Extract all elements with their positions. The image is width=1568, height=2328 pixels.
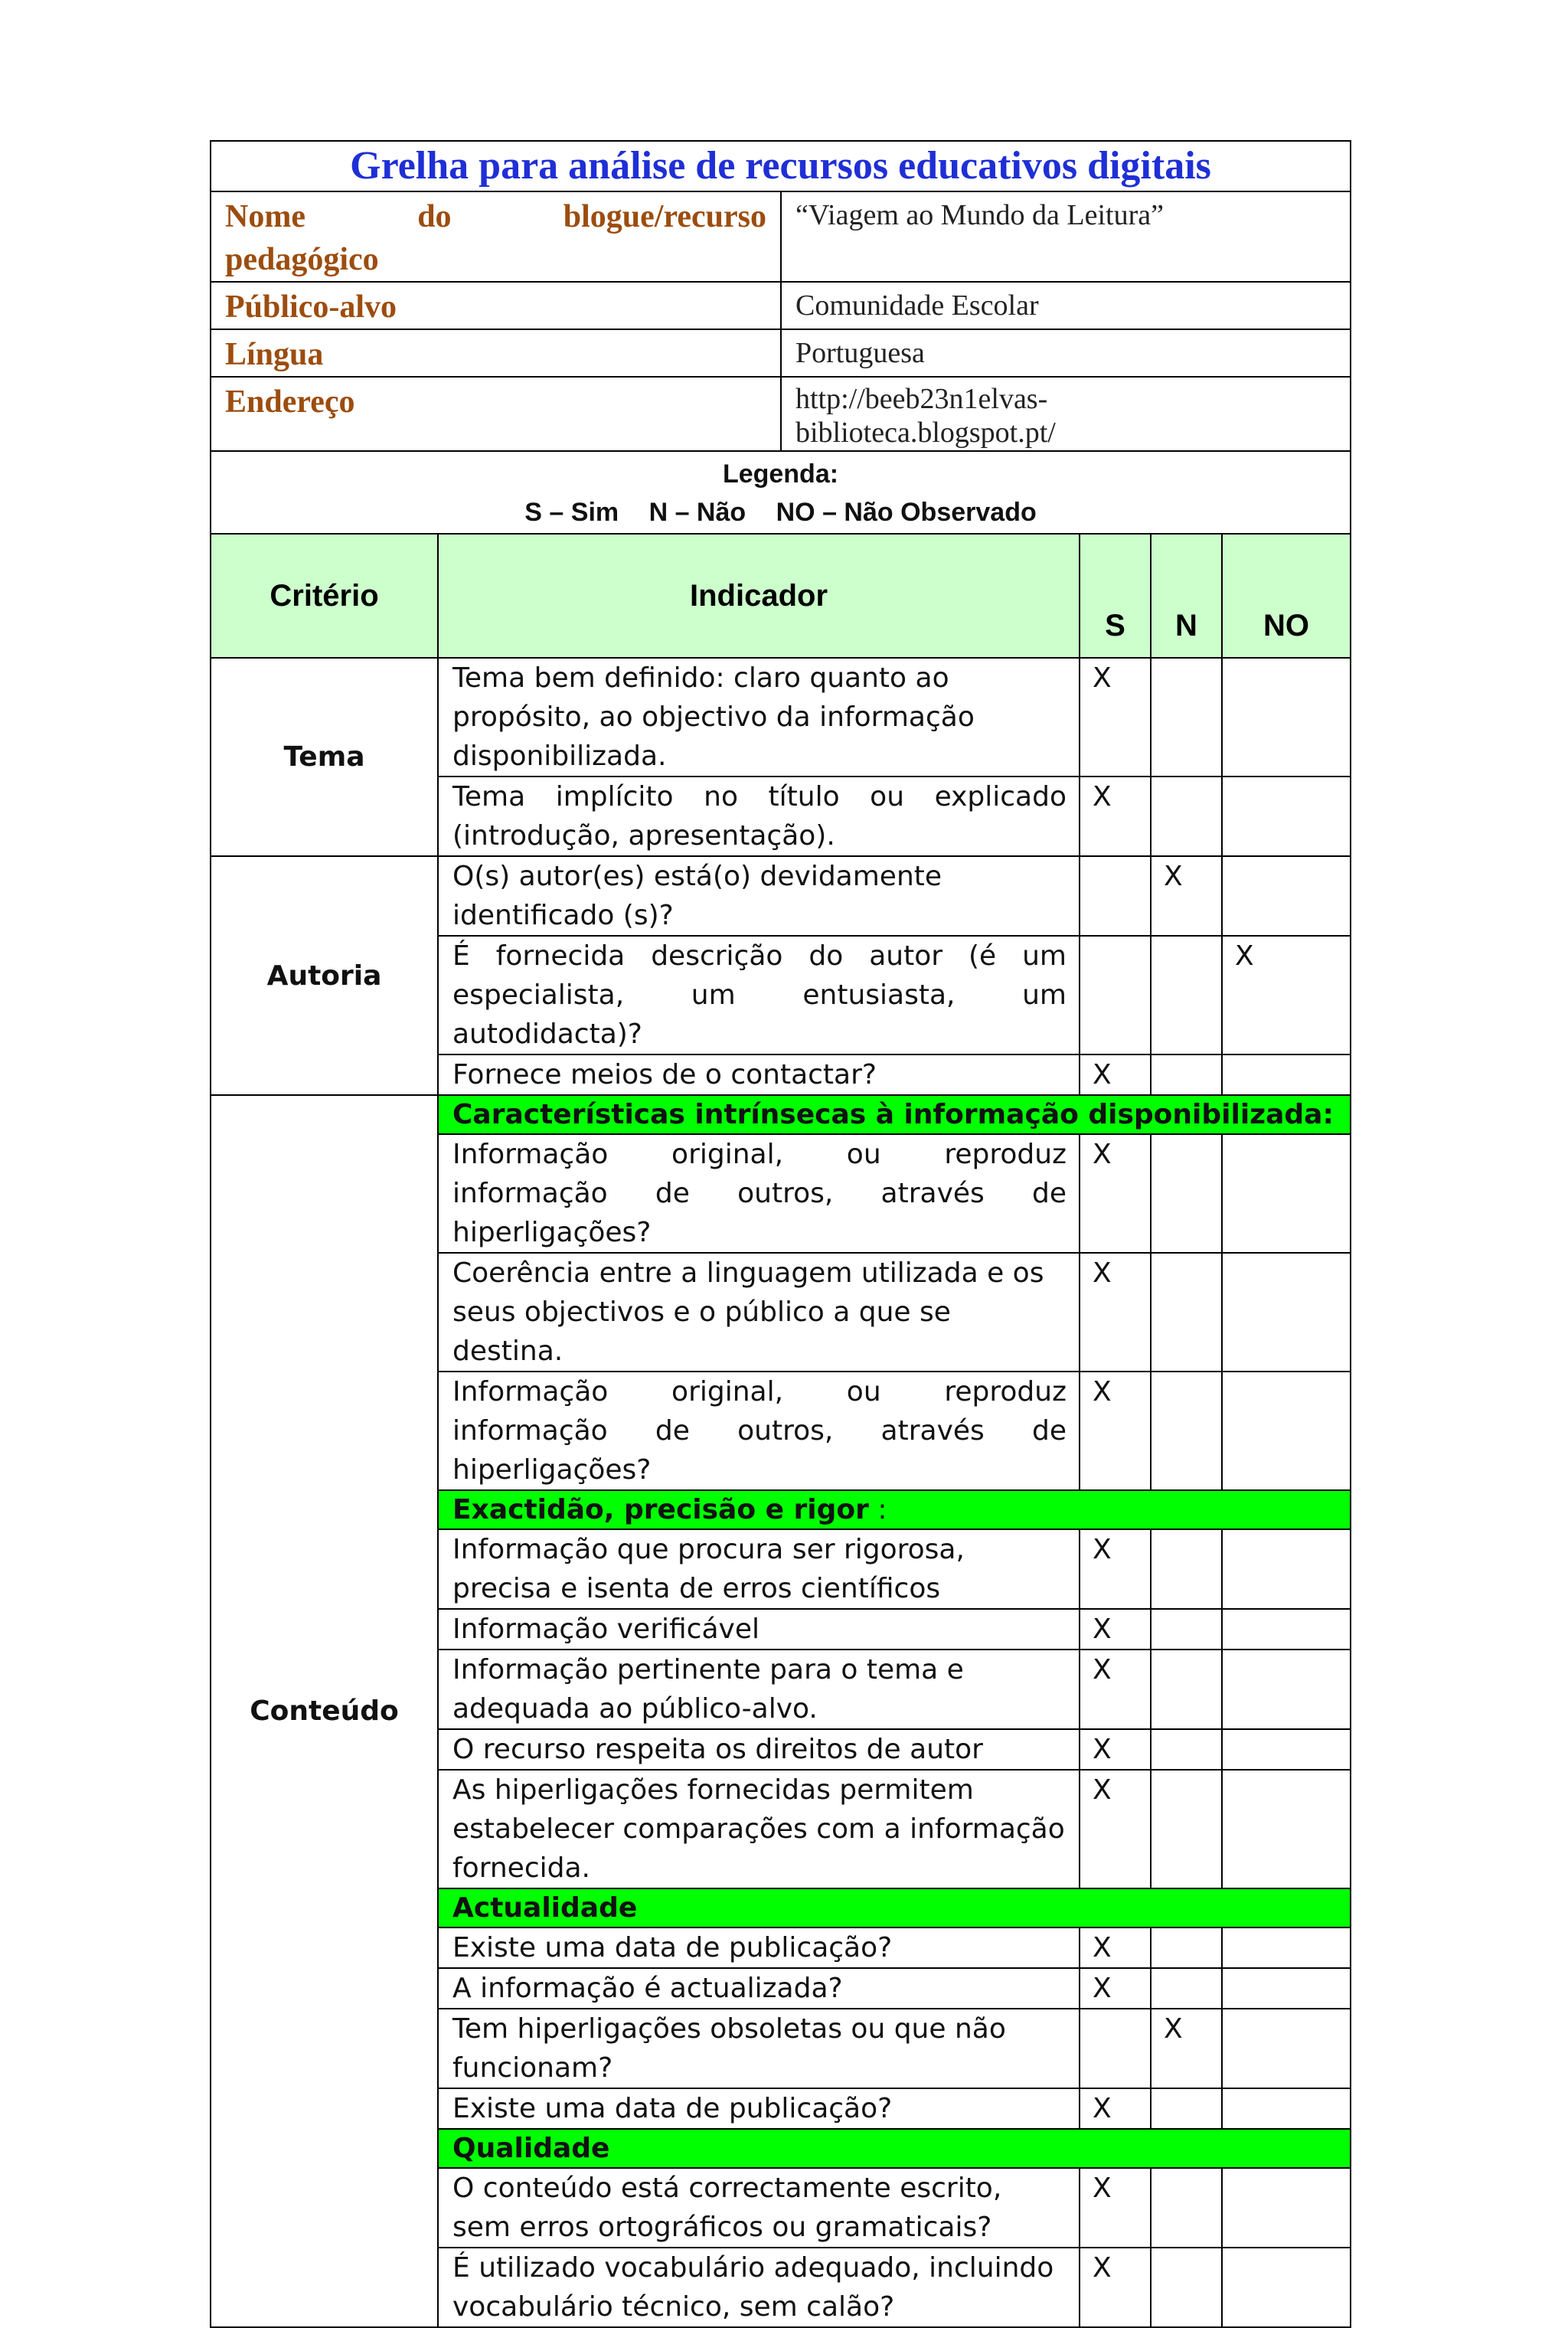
mark-cell-no <box>1222 777 1351 856</box>
indicator-text: Informação pertinente para o tema e adequada ao público-alvo. <box>438 1650 1080 1729</box>
mark-cell-no <box>1222 1253 1351 1372</box>
indicator-text: É utilizado vocabulário adequado, incluindo vocabulário técnico, sem calão? <box>438 2248 1080 2327</box>
indicator-text: O conteúdo está correctamente escrito, sem erros ortográficos ou gramaticais? <box>438 2168 1080 2248</box>
mark-cell-no <box>1222 1968 1351 2009</box>
address-label: Endereço <box>211 377 781 451</box>
indicator-text: O recurso respeita os direitos de autor <box>438 1729 1080 1770</box>
mark-cell-no <box>1222 1609 1351 1650</box>
mark-cell-no <box>1222 2168 1351 2248</box>
mark-cell-n <box>1151 936 1222 1054</box>
mark-cell-n <box>1151 2168 1222 2248</box>
indicator-text: Informação verificável <box>438 1609 1080 1650</box>
mark-cell-s: X <box>1080 1927 1151 1968</box>
indicator-text: Tema implícito no título ou explicado (introdução, apresentação). <box>438 777 1080 856</box>
legend <box>211 451 1351 534</box>
mark-cell-s <box>1080 856 1151 936</box>
mark-cell-s: X <box>1080 777 1151 856</box>
mark-cell-n: X <box>1151 2009 1222 2088</box>
mark-cell-s: X <box>1080 1729 1151 1770</box>
grid-header-row <box>211 534 1351 658</box>
audience-label: Público-alvo <box>211 282 781 329</box>
language-value: Portuguesa <box>781 329 1351 377</box>
indicator-text: O(s) autor(es) está(o) devidamente identificado (s)? <box>438 856 1080 936</box>
resource-name-label-line2: pedagógico <box>225 242 379 277</box>
page-title: Grelha para análise de recursos educativos digitais <box>211 141 1351 191</box>
audience-value: Comunidade Escolar <box>781 282 1351 329</box>
mark-cell-n <box>1151 1372 1222 1490</box>
indicator-text: Informação original, ou reproduz informação de outros, através de hiperligações? <box>438 1134 1080 1253</box>
mark-cell-n <box>1151 1927 1222 1968</box>
address-value <box>781 377 1351 451</box>
address-value-line2: biblioteca.blogspot.pt/ <box>795 417 1056 449</box>
column-header-criterio: Critério <box>211 534 438 658</box>
mark-cell-no <box>1222 2088 1351 2129</box>
section-title <box>438 2129 1351 2168</box>
mark-cell-no <box>1222 1927 1351 1968</box>
mark-cell-n <box>1151 2248 1222 2327</box>
section-title <box>438 1490 1351 1529</box>
section-title <box>438 1888 1351 1927</box>
mark-cell-n <box>1151 1650 1222 1729</box>
indicator-text: Informação que procura ser rigorosa, precisa e isenta de erros científicos <box>438 1529 1080 1609</box>
mark-cell-n <box>1151 1054 1222 1095</box>
table-row <box>211 658 1351 777</box>
criterion-conteudo: Conteúdo <box>211 1095 438 2327</box>
mark-cell-s: X <box>1080 1529 1151 1609</box>
table-row <box>211 856 1351 936</box>
mark-cell-no <box>1222 1054 1351 1095</box>
resource-name-label-word-1: Nome <box>225 199 305 234</box>
section-title-text: Exactidão, precisão e rigor <box>452 1494 869 1525</box>
mark-cell-n <box>1151 2088 1222 2129</box>
mark-cell-s: X <box>1080 1372 1151 1490</box>
mark-cell-n <box>1151 1134 1222 1253</box>
mark-cell-n <box>1151 1968 1222 2009</box>
language-label: Língua <box>211 329 781 377</box>
criterion-tema: Tema <box>211 658 438 856</box>
mark-cell-no <box>1222 1529 1351 1609</box>
column-header-indicador: Indicador <box>438 534 1080 658</box>
indicator-text: Existe uma data de publicação? <box>438 2088 1080 2129</box>
column-header-no: NO <box>1222 534 1351 658</box>
mark-cell-s: X <box>1080 2168 1151 2248</box>
mark-cell-no: X <box>1222 936 1351 1054</box>
mark-cell-no <box>1222 1729 1351 1770</box>
mark-cell-n <box>1151 1770 1222 1888</box>
section-title-text: Actualidade <box>452 1892 638 1924</box>
resource-info-table <box>210 140 1351 535</box>
section-title-text: Qualidade <box>452 2133 610 2164</box>
mark-cell-n: X <box>1151 856 1222 936</box>
legend-item-s: S – Sim <box>524 498 619 527</box>
indicator-text: Tema bem definido: claro quanto ao propósito, ao objectivo da informação disponibilizada. <box>438 658 1080 777</box>
criterion-autoria: Autoria <box>211 856 438 1095</box>
indicator-text: Fornece meios de o contactar? <box>438 1054 1080 1095</box>
mark-cell-no <box>1222 2009 1351 2088</box>
indicator-text: É fornecida descrição do autor (é um especialista, um entusiasta, um autodidacta)? <box>438 936 1080 1054</box>
mark-cell-no <box>1222 1134 1351 1253</box>
mark-cell-s: X <box>1080 1134 1151 1253</box>
section-header-row <box>211 1095 1351 1134</box>
mark-cell-s: X <box>1080 1054 1151 1095</box>
indicator-text: Tem hiperligações obsoletas ou que não funcionam? <box>438 2009 1080 2088</box>
indicator-text: Coerência entre a linguagem utilizada e os seus objectivos e o público a que se destina. <box>438 1253 1080 1372</box>
legend-items <box>211 493 1350 531</box>
address-value-line1: http://beeb23n1elvas- <box>795 383 1048 415</box>
indicator-text: Existe uma data de publicação? <box>438 1927 1080 1968</box>
indicator-text: A informação é actualizada? <box>438 1968 1080 2009</box>
mark-cell-n <box>1151 1253 1222 1372</box>
mark-cell-no <box>1222 658 1351 777</box>
section-title-suffix: : <box>868 1494 887 1525</box>
mark-cell-n <box>1151 1529 1222 1609</box>
mark-cell-no <box>1222 2248 1351 2327</box>
mark-cell-no <box>1222 1770 1351 1888</box>
mark-cell-n <box>1151 658 1222 777</box>
mark-cell-n <box>1151 1609 1222 1650</box>
mark-cell-s <box>1080 936 1151 1054</box>
mark-cell-n <box>1151 1729 1222 1770</box>
mark-cell-n <box>1151 777 1222 856</box>
indicator-text: Informação original, ou reproduz informação de outros, através de hiperligações? <box>438 1372 1080 1490</box>
mark-cell-s: X <box>1080 1650 1151 1729</box>
resource-name-label-word-3: blogue/recurso <box>563 199 766 234</box>
evaluation-grid <box>210 140 1350 2328</box>
mark-cell-no <box>1222 856 1351 936</box>
mark-cell-s: X <box>1080 1770 1151 1888</box>
legend-title: Legenda: <box>722 459 839 489</box>
mark-cell-no <box>1222 1372 1351 1490</box>
mark-cell-s: X <box>1080 1609 1151 1650</box>
mark-cell-s: X <box>1080 1253 1151 1372</box>
mark-cell-s <box>1080 2009 1151 2088</box>
mark-cell-s: X <box>1080 1968 1151 2009</box>
mark-cell-no <box>1222 1650 1351 1729</box>
legend-item-n: N – Não <box>648 498 746 527</box>
resource-name-label-word-2: do <box>417 199 452 234</box>
legend-item-no: NO – Não Observado <box>776 498 1037 527</box>
mark-cell-s: X <box>1080 2248 1151 2327</box>
indicator-text: As hiperligações fornecidas permitem estabelecer comparações com a informação fornecida. <box>438 1770 1080 1888</box>
section-title <box>438 1095 1351 1134</box>
column-header-s: S <box>1080 534 1151 658</box>
mark-cell-s: X <box>1080 658 1151 777</box>
column-header-n: N <box>1151 534 1222 658</box>
section-title-text: Características intrínsecas à informação disponibilizada: <box>452 1099 1334 1130</box>
mark-cell-s: X <box>1080 2088 1151 2129</box>
resource-name-label <box>211 191 781 282</box>
criteria-table <box>210 533 1351 2328</box>
resource-name-value: “Viagem ao Mundo da Leitura” <box>781 191 1351 282</box>
